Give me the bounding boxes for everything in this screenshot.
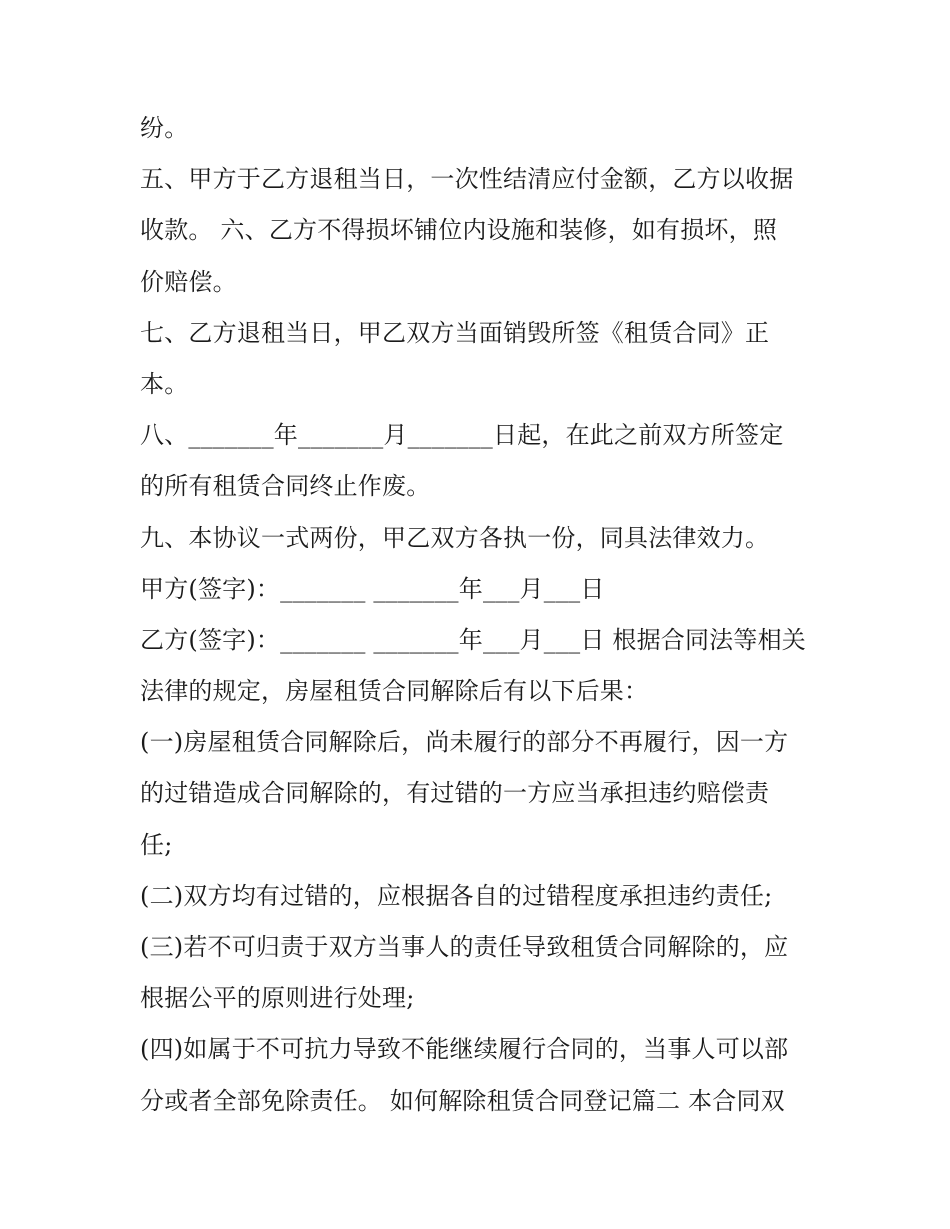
document-body	[140, 103, 820, 1127]
text-line: 七、乙方退租当日，甲乙双方当面销毁所签《租赁合同》正	[140, 318, 770, 347]
text-line: 任;	[140, 830, 173, 859]
text-line: 本。	[140, 369, 189, 398]
text-line: (二)双方均有过错的，应根据各自的过错程度承担违约责任;	[140, 881, 773, 910]
text-line: 价赔偿。	[140, 267, 237, 296]
text-line: 根据公平的原则进行处理;	[140, 984, 415, 1013]
text-line: (一)房屋租赁合同解除后，尚未履行的部分不再履行，因一方	[140, 728, 789, 757]
text-line: (三)若不可归责于双方当事人的责任导致租赁合同解除的，应	[140, 933, 789, 961]
text-line: 五、甲方于乙方退租当日，一次性结清应付金额，乙方以收据	[140, 165, 794, 194]
text-line: 九、本协议一式两份，甲乙双方各执一份，同具法律效力。	[140, 523, 770, 552]
signature-line-party-a: 甲方(签字)：_______ _______年___月___日	[140, 574, 605, 603]
text-line: (四)如属于不可抗力导致不能继续履行合同的，当事人可以部	[140, 1035, 789, 1064]
text-line: 法律的规定，房屋租赁合同解除后有以下后果：	[140, 677, 649, 706]
text-line: 分或者全部免除责任。 如何解除租赁合同登记篇二 本合同双	[140, 1086, 785, 1115]
text-line: 八、_______年_______月_______日起，在此之前双方所签定	[140, 421, 784, 450]
text-line: 纷。	[140, 114, 189, 142]
text-line: 收款。 六、乙方不得损坏铺位内设施和装修，如有损坏，照	[140, 216, 778, 245]
signature-line-party-b: 乙方(签字)：_______ _______年___月___日 根据合同法等相关	[140, 625, 806, 654]
text-line: 的所有租赁合同终止作废。	[140, 472, 431, 501]
text-line: 的过错造成合同解除的，有过错的一方应当承担违约赔偿责	[140, 779, 770, 808]
